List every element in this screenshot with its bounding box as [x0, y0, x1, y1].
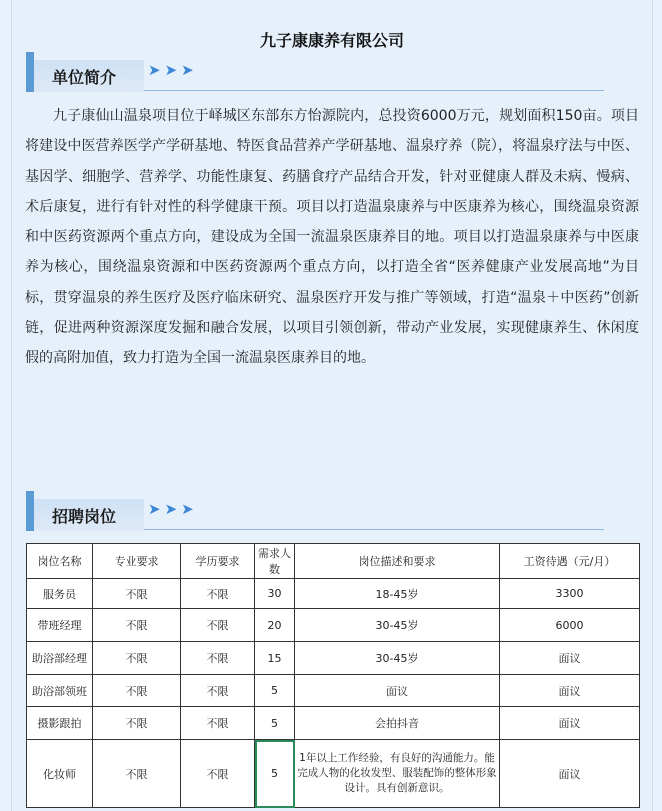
recruitment-page: [11, 0, 653, 811]
table-header-row: [27, 544, 640, 579]
cell-major: 不限: [93, 642, 181, 675]
cell-salary: 面议: [500, 740, 640, 808]
intro-paragraph: 九子康仙山温泉项目位于峄城区东部东方怡源院内，总投资6000万元，规划面积150亩。项目将建设中医营养医学产学研基地、特医食品营养产学研基地、温泉疗养（院），将温泉疗法与中医、基因学、细胞学、营养学、功能性康复、药膳食疗产品结合开发，针对亚健康人群及未病、慢病、术后康复，进行有针对性的科学健康干预。项目以打造温泉康养与中医康养为核心，围绕温泉资源和中医药资源两个重点方向，建设成为全国一流温泉医康养目的地。项目以打造温泉康养与中医康养为核心，围绕温泉资源和中医药资源两个重点方向，以打造全省“医养健康产业发展高地”为目标，贯穿温泉的养生医疗及医疗临床研究、温泉医疗开发与推广等领域，打造“温泉＋中医药”创新链，促进两种资源深度发掘和融合发展，以项目引领创新，带动产业发展，实现健康养生、休闲度假的高附加值，致力打造为全国一流温泉医康养目的地。: [25, 108, 639, 367]
intro-heading: 单位简介: [52, 68, 117, 87]
col-header-count: 需求人数: [255, 544, 295, 579]
cell-name: 助浴部领班: [27, 675, 93, 707]
cell-count: 5: [255, 707, 295, 740]
cell-major: 不限: [93, 579, 181, 609]
table-row: [27, 642, 640, 675]
cell-name: 化妆师: [27, 740, 93, 808]
col-header-major: 专业要求: [93, 544, 181, 579]
cell-major: 不限: [93, 707, 181, 740]
cell-desc: 会拍抖音: [295, 707, 500, 740]
cell-major: 不限: [93, 675, 181, 707]
cell-salary: 6000: [500, 609, 640, 642]
cell-education: 不限: [181, 675, 255, 707]
jobs-heading: 招聘岗位: [52, 507, 117, 526]
cell-desc: 18-45岁: [295, 579, 500, 609]
header-accent-bar: [26, 491, 34, 531]
cell-salary: 面议: [500, 642, 640, 675]
cell-count: 5: [255, 675, 295, 707]
cell-desc: 30-45岁: [295, 642, 500, 675]
cell-education: 不限: [181, 740, 255, 808]
intro-section-header: [26, 52, 606, 92]
cell-name: 助浴部经理: [27, 642, 93, 675]
cell-name: 带班经理: [27, 609, 93, 642]
cell-desc: 30-45岁: [295, 609, 500, 642]
header-divider: [144, 529, 604, 530]
cell-count: 30: [255, 579, 295, 609]
cell-desc: 1年以上工作经验，有良好的沟通能力。能完成人物的化妆发型、服装配饰的整体形象设计。具有创新意识。: [295, 740, 500, 808]
cell-education: 不限: [181, 579, 255, 609]
cell-salary: 面议: [500, 675, 640, 707]
col-header-desc: 岗位描述和要求: [295, 544, 500, 579]
col-header-salary: 工资待遇（元/月）: [500, 544, 640, 579]
jobs-table: [26, 543, 640, 808]
cell-major: 不限: [93, 740, 181, 808]
cell-major: 不限: [93, 609, 181, 642]
cell-salary: 面议: [500, 707, 640, 740]
cell-education: 不限: [181, 707, 255, 740]
arrows-icon: ➤➤➤: [148, 61, 198, 79]
cell-count: 5: [255, 740, 295, 808]
table-row: [27, 609, 640, 642]
cell-count: 15: [255, 642, 295, 675]
col-header-name: 岗位名称: [27, 544, 93, 579]
cell-desc: 面议: [295, 675, 500, 707]
table-row: [27, 579, 640, 609]
arrows-icon: ➤➤➤: [148, 500, 198, 518]
header-divider: [144, 90, 604, 91]
cell-education: 不限: [181, 642, 255, 675]
cell-count: 20: [255, 609, 295, 642]
cell-name: 服务员: [27, 579, 93, 609]
cell-salary: 3300: [500, 579, 640, 609]
header-accent-bar: [26, 52, 34, 92]
cell-education: 不限: [181, 609, 255, 642]
jobs-section-header: [26, 491, 606, 531]
col-header-education: 学历要求: [181, 544, 255, 579]
company-title: 九子康康养有限公司: [259, 31, 404, 50]
table-row: [27, 675, 640, 707]
cell-name: 摄影跟拍: [27, 707, 93, 740]
table-row: [27, 707, 640, 740]
table-row: [27, 740, 640, 808]
